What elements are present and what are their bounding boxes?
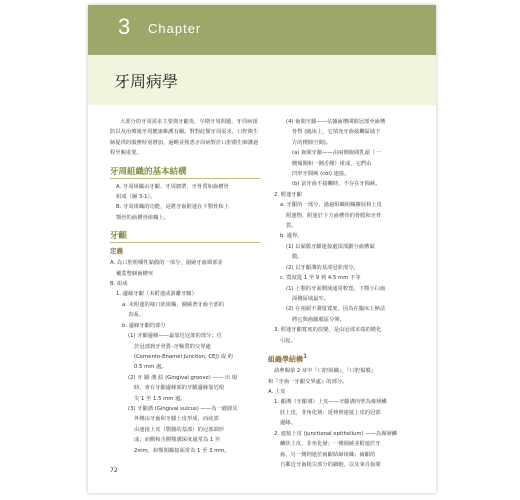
text-line: 鱗狀上皮，非角化層；一側圍繞並附連於牙 (280, 441, 381, 448)
text-line: A. 上皮 (268, 389, 286, 396)
gingiva-list (110, 258, 260, 456)
text-line: B. 組成 (110, 281, 128, 288)
text-line: A. 牙周組織由牙齦、牙周韌帶、牙骨質和齒槽骨 (116, 183, 229, 190)
text-line: 2mm，和顎間鄰接面常為 1 至 3 mm。 (134, 447, 230, 454)
text-line: 自鄰近牙齒根尖部分的細胞，以及來自齒間 (280, 461, 381, 468)
text-line: (1) 上顎的牙面側域通常較寬，下顎小臼齒 (286, 285, 386, 292)
text-line: 狀上皮，非角化層；延伸到連接上皮的冠部 (280, 409, 381, 416)
text-line: 將它與齒齦膜區分開。 (292, 316, 345, 323)
text-line: (1) 牙齦邊緣——最靠近冠部的部分；位 (128, 333, 222, 340)
text-line: a. 牙齦的一部分，過過組織組織擴展和上皮 (280, 202, 382, 209)
subheading-histology-text: 組織學結構 (268, 355, 303, 364)
text-line: 骨脊 (臨床上，它填充牙齒接觸區域下 (292, 129, 381, 136)
text-line: A. 為口腔咀嚼性黏膜的一部分，圍繞牙齒頸部並 (110, 260, 223, 267)
subheading-histology (268, 352, 418, 364)
text-line: 邊緣。 (280, 420, 296, 427)
text-line: 尖 1 至 1.5 mm 處。 (134, 395, 186, 402)
text-line: (2) 在兩頭不測量寬度，因為在臨床上無法 (286, 306, 386, 313)
text-line: 成；而側和舌側顎溝深度通常為 1 至 (134, 437, 221, 444)
book-page (88, 5, 436, 493)
text-line: 於冠部到牙骨質–牙釉質的交界處 (134, 343, 211, 350)
intro-paragraph: 大部分的牙周需求主要與牙齦炎、早期牙周問題、牙周病預防以及治療後牙周健康維護有關。對對此類牙周需求，口腔衛生師提供的服務特別增加，過略並熟悉牙周病對於口腔衛生師護過程至關重要。 (110, 119, 259, 157)
page-title: 牙周病學 (114, 72, 179, 91)
text-line: 質。 (286, 223, 297, 230)
text-line: 2. 連接上皮 (junctional epithelium) ——為複層鱗 (274, 430, 398, 437)
text-line: 附連物，附連於下方齒槽骨的骨膜和牙骨 (286, 212, 382, 219)
text-line: 表面。 (128, 312, 144, 319)
gingiva-list-continued (268, 117, 418, 346)
text-line: (4) 齒間牙齦——佔據齒槽間隙冠部至齒槽 (286, 119, 386, 125)
subheading-definition: 定義 (110, 247, 123, 256)
text-line: (b) 富牙齒不接觸時，不存在牙間峽。 (292, 181, 381, 188)
text-line: 引起。 (280, 337, 296, 344)
text-line: 覆蓋整個齒槽突 (116, 270, 154, 277)
text-line: 請參閱第 2 章中『口腔組織』，『口腔黏膜』 (274, 368, 377, 375)
chapter-label: Chapter (148, 21, 202, 36)
left-column (110, 117, 260, 456)
chapter-number: 3 (118, 14, 131, 39)
text-line: (Cemento-Enamel Junction, CEJ) 或 約 (134, 353, 233, 360)
text-line: 1. 齦溝（牙齦溝）上皮——牙齦溝內壁為複層鱗 (274, 399, 387, 406)
text-line: 齒，另一側則連於齒齦結締組織；齒齦的 (280, 451, 376, 458)
text-line: 顎骨的齒槽骨組織上。 (116, 214, 169, 221)
structure-list (110, 182, 260, 224)
right-column (268, 117, 418, 470)
text-line: 側頰側和一側舌側）組成，它們由 (292, 160, 372, 167)
section-heading-structure: 牙周組織的基本結構 (110, 166, 260, 179)
text-line: a. 未附連的袖口狀組織，圍繞著牙齒全部的 (122, 301, 224, 308)
footnote-marker: 1 (303, 353, 308, 360)
section-heading-gingiva: 牙齦 (110, 230, 260, 243)
text-line: 凹形牙間峽 (col) 連接。 (292, 171, 350, 178)
histology-list (268, 366, 418, 470)
text-line: B. 牙周組織的功能，是將牙齒附連在下顎骨和上 (116, 204, 229, 211)
title-band (88, 55, 436, 105)
text-line: (3) 牙齦溝 (Gingival sulcus) ——為一縫隙其 (128, 405, 238, 412)
text-line: 方的楔隙空間)。 (292, 139, 332, 146)
text-line: 由連接上皮（顎牆的基部）的冠部端形 (134, 426, 225, 433)
text-line: (a) 齒間牙齦——由兩側齒間乳頭（一 (292, 150, 381, 157)
text-line: 3. 附連牙齦寬度的改變，是由冠部末端的變化 (274, 327, 382, 334)
text-line: 外側由牙齒和牙齦上皮形成，而底部 (134, 416, 219, 423)
text-line: (2) 以牙齦溝的基部冠狀部分。 (286, 264, 359, 271)
text-line: 面側區域最窄。 (292, 295, 330, 302)
text-line: 和『牙齒一牙齦交界處』的部分。 (268, 378, 348, 385)
text-line: (2) 牙 齦 溝 紋 (Gingival groove) —— 出 現 (128, 374, 238, 381)
page-number: 72 (110, 467, 118, 474)
text-line: c. 寬度從 1 至 9 到 4.5 mm 不等 (280, 275, 361, 282)
text-line: b. 邊緣牙齦的部分 (122, 322, 166, 329)
chapter-header-bar (88, 5, 436, 55)
text-line: (1) 以黏膜牙齦連接處頂部劃分齒槽黏 (286, 243, 375, 250)
text-line: 0.5 mm 處。 (134, 364, 167, 371)
text-line: b. 邊界。 (280, 233, 303, 240)
text-line: 組成（圖 3-1）。 (116, 194, 156, 201)
text-line: 膜。 (292, 254, 303, 261)
text-line: 1. 邊緣牙齦（未附連或游離牙齦） (116, 291, 197, 298)
text-line: 時，會在牙齦邊緣部的牙齦邊緣靠近根 (134, 385, 225, 392)
text-line: 2. 附連牙齦 (274, 191, 302, 198)
